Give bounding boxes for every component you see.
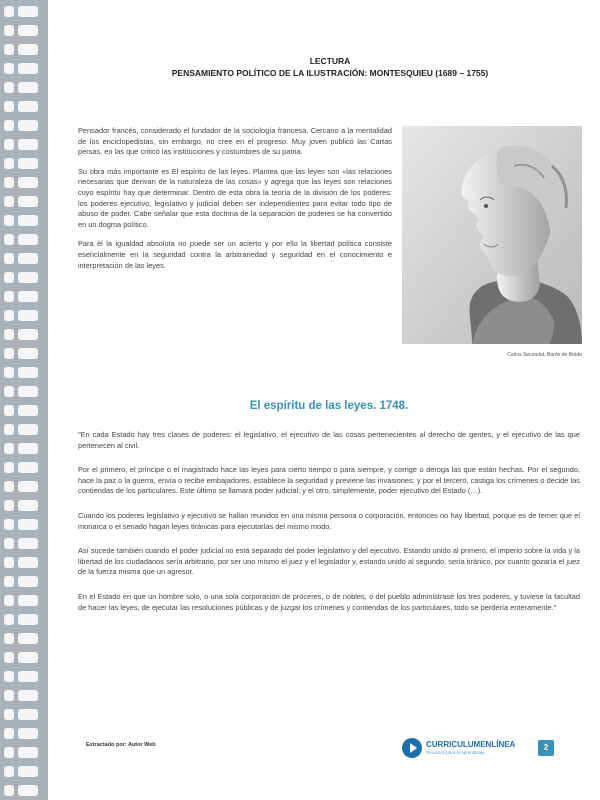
binder-hole <box>4 576 14 587</box>
binder-hole <box>18 139 38 150</box>
binder-hole <box>18 424 38 435</box>
binder-hole <box>18 747 38 758</box>
binder-hole <box>4 386 14 397</box>
portrait-illustration <box>402 126 582 344</box>
quote-paragraph: Así sucede también cuando el poder judicial no está separado del poder legislativo y del ejecutivo. Estando unido al primero, el imperio sobre la vida y la libertad de los ciudadanos sería arbitrario, por ser uno mismo el juez y el legislador y, estando unido al segundo, sería tiránico, por cuanto gozaría el juez de la fuerza misma que un agresor. <box>78 546 580 577</box>
logo-tagline: Recursos para el aprendizaje <box>426 750 485 755</box>
binder-hole <box>4 652 14 663</box>
binder-hole <box>18 557 38 568</box>
binder-hole <box>4 519 14 530</box>
binder-hole <box>18 462 38 473</box>
binder-hole <box>4 310 14 321</box>
binder-hole <box>18 25 38 36</box>
section-title: El espíritu de las leyes. 1748. <box>249 400 409 412</box>
binder-hole <box>4 766 14 777</box>
binder-hole <box>18 576 38 587</box>
binder-hole <box>4 177 14 188</box>
intro-text <box>78 126 392 280</box>
play-icon <box>402 738 422 758</box>
quote-paragraph: "En cada Estado hay tres clases de poderes: el legislativo, el ejecutivo de las cosas pertenecientes al derecho de gentes, y el ejecutivo de las que pertenecen al civil. <box>78 430 580 450</box>
binder-hole <box>4 25 14 36</box>
binder-hole <box>18 82 38 93</box>
binder-hole <box>18 785 38 796</box>
binder-hole <box>4 462 14 473</box>
binder-hole <box>18 177 38 188</box>
binder-hole <box>4 500 14 511</box>
binder-hole <box>4 557 14 568</box>
quote-paragraph: Cuando los poderes legislativo y ejecutivo se hallan reunidos en una misma persona o corporación, entonces no hay libertad, porque es de temer que el monarca o el senado hagan leyes tiránicas para ejecutarlas del mismo modo. <box>78 510 580 531</box>
binder-hole <box>4 139 14 150</box>
binder-hole <box>18 519 38 530</box>
binder-hole <box>4 728 14 739</box>
binder-hole <box>18 443 38 454</box>
binder-hole <box>4 6 14 17</box>
binder-hole <box>4 709 14 720</box>
binder-hole <box>4 120 14 131</box>
logo-brand: CURRICULUMENLÍNEA <box>426 740 516 749</box>
curriculum-logo[interactable] <box>402 736 542 760</box>
binder-hole <box>18 386 38 397</box>
binder-hole <box>4 63 14 74</box>
binder-hole <box>4 329 14 340</box>
binder-hole <box>18 709 38 720</box>
binder-hole <box>18 367 38 378</box>
binder-hole <box>18 63 38 74</box>
intro-paragraph: Su obra más importante es El espíritu de las leyes. Plantea que las leyes son «las relaciones necesarias que derivan de la naturaleza de las cosas» y agrega que las leyes son relaciones cuyo espíritu hay que determinar. Dentro de esta obra la teoría de la división de los poderes: los poderes ejecutivo, legislativo y judicial deben ser independientes para evitar todo tipo de abuso de poder. Cabe señalar que esta doctrina de la separación de poderes se ha convertido en un dogma político. <box>78 166 392 229</box>
page-header <box>70 55 590 79</box>
binder-hole <box>18 633 38 644</box>
binder-hole <box>4 348 14 359</box>
binder-hole <box>4 671 14 682</box>
binder-hole <box>4 367 14 378</box>
binder-hole <box>18 253 38 264</box>
binder-hole <box>18 500 38 511</box>
binder-hole <box>18 652 38 663</box>
binder-hole <box>4 234 14 245</box>
binder-hole <box>18 158 38 169</box>
binder-hole <box>18 405 38 416</box>
intro-paragraph: Pensador francés, considerado el fundador de la sociología francesa. Cercano a la mentalidad de los enciclopedistas, sin embargo, no cree en el progreso. Muy joven publicó las Cartas persas, en las que criticó las instituciones y costumbres de su patria. <box>78 126 392 157</box>
binder-hole <box>4 614 14 625</box>
binder-hole <box>18 272 38 283</box>
binder-hole <box>18 196 38 207</box>
binder-hole <box>18 614 38 625</box>
binder-hole <box>4 785 14 796</box>
quote-paragraph: Por el primero, el príncipe o el magistrado hace las leyes para cierto tiempo o para siempre, y corrige o deroga las que están hechas. Por el segundo, hace la paz o la guerra, envía o recibe embajadores, establece la seguridad y previene las invasiones; y por el tercero, castiga los crímenes o decide las contiendas de los particulares. Este último se llamará poder judicial; y el otro, simplemente, poder ejecutivo del Estado (…). <box>78 465 580 496</box>
binder-hole <box>18 44 38 55</box>
binder-hole <box>18 291 38 302</box>
binder-hole <box>4 443 14 454</box>
binder-hole <box>18 6 38 17</box>
montesquieu-portrait <box>402 126 582 344</box>
binder-hole <box>18 481 38 492</box>
binder-hole <box>4 253 14 264</box>
binder-hole <box>4 215 14 226</box>
intro-paragraph: Para él la igualdad absoluta no puede ser un acierto y por ello la libertad política consiste esencialmente en la seguridad contra la arbitrariedad y seguridad en el conocimiento e interpretación de las leyes. <box>78 239 392 270</box>
binder-hole <box>18 215 38 226</box>
header-label: LECTURA <box>309 56 351 66</box>
binder-hole <box>18 595 38 606</box>
binder-hole <box>18 329 38 340</box>
binder-hole <box>4 538 14 549</box>
source-credit: Extractado por: Autor Web <box>86 742 156 748</box>
binder-hole <box>4 595 14 606</box>
binder-hole <box>18 538 38 549</box>
binder-hole <box>18 766 38 777</box>
binder-hole <box>4 44 14 55</box>
binder-hole <box>18 234 38 245</box>
binder-hole <box>18 101 38 112</box>
portrait-caption: Carlos Secondat, Barón de Brède <box>507 352 582 358</box>
binder-hole <box>18 728 38 739</box>
binder-hole <box>4 196 14 207</box>
binder-hole <box>4 747 14 758</box>
quote-text <box>78 430 580 627</box>
binder-hole <box>18 671 38 682</box>
binder-hole <box>18 120 38 131</box>
binder-hole <box>4 633 14 644</box>
binder-hole <box>4 424 14 435</box>
binder-strip <box>0 0 48 800</box>
binder-hole <box>4 101 14 112</box>
quote-paragraph: En el Estado en que un hombre solo, o una sola corporación de próceres, o de nobles, o del pueblo administrase los tres poderes, y tuviese la facultad de hacer las leyes, de ejecutar las resoluciones públicas y de juzgar los crímenes y contiendas de los particulares, todo se perdería enteramente." <box>78 591 580 612</box>
binder-hole <box>4 291 14 302</box>
binder-hole <box>18 690 38 701</box>
binder-hole <box>4 82 14 93</box>
header-title: PENSAMIENTO POLÍTICO DE LA ILUSTRACIÓN: MONTESQUIEU (1689 – 1755) <box>171 68 489 78</box>
binder-hole <box>4 272 14 283</box>
binder-hole <box>18 348 38 359</box>
binder-hole <box>4 405 14 416</box>
binder-hole <box>4 481 14 492</box>
page-number: 2 <box>538 740 554 756</box>
binder-hole <box>4 158 14 169</box>
binder-hole <box>4 690 14 701</box>
binder-hole <box>18 310 38 321</box>
